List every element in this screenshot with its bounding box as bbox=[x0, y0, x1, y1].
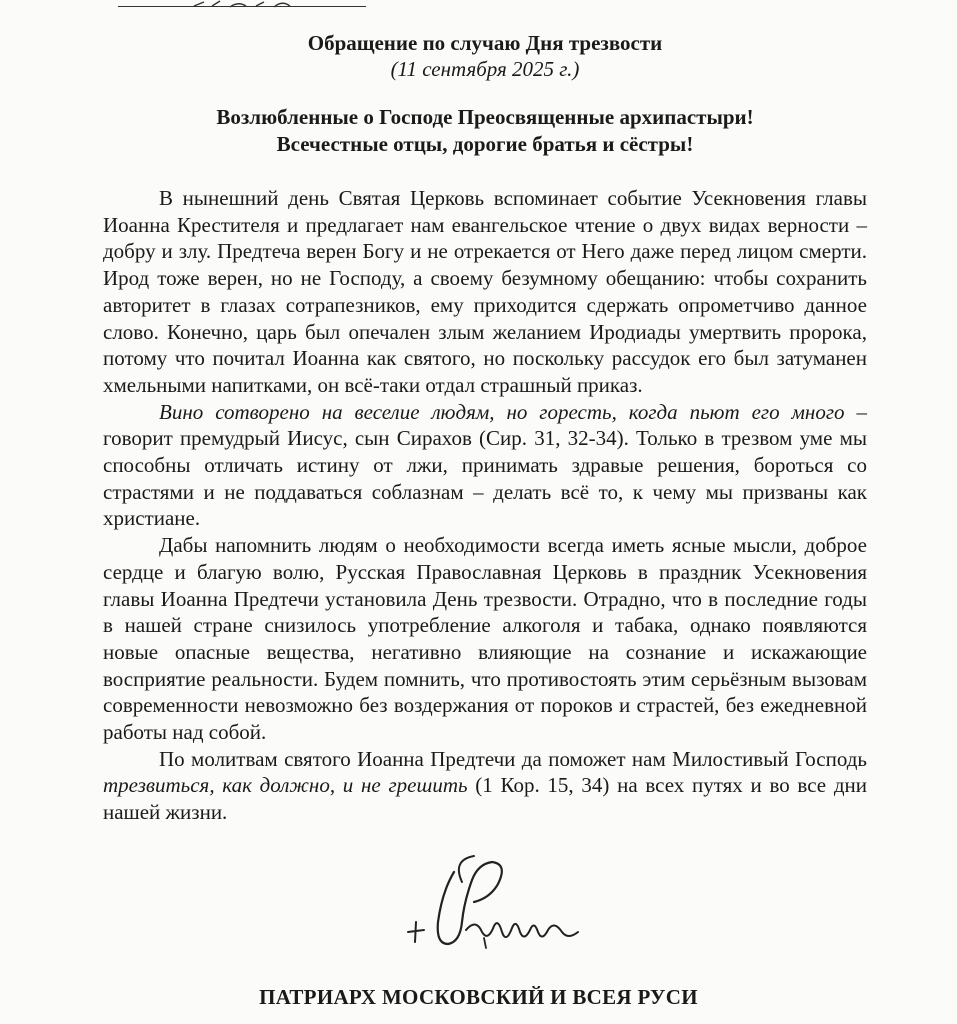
paragraph-4-end: (1 Кор. 15, 34) на всех путях и во все дни нашей жизни. bbox=[103, 773, 867, 825]
greeting-line-2: Всечестные отцы, дорогие братья и сёстры! bbox=[276, 132, 694, 156]
greeting bbox=[103, 104, 867, 158]
registration-number-scribble bbox=[190, 0, 310, 8]
paragraph-2 bbox=[103, 399, 867, 533]
letter-document bbox=[103, 22, 867, 826]
letter-body bbox=[103, 185, 867, 826]
paragraph-4-start: По молитвам святого Иоанна Предтечи да поможет нам Милостивый Господь bbox=[159, 746, 867, 771]
paragraph-3: Дабы напомнить людям о необходимости всегда иметь ясные мысли, доброе сердце и благую волю, Русская Православная Церковь в праздник Усекновения главы Иоанна Предтечи установила День трезвости. Отрадно, что в последние годы в нашей стране снизилось употребление алкоголя и табака, однако появляются новые опасные вещества, негативно влияющие на сознание и искажающие восприятие реальности. Будем помнить, что противостоять этим серьёзным вызовам современности невозможно без воздержания от пороков и страстей, без ежедневной работы над собой. bbox=[103, 533, 867, 745]
signatory-title: ПАТРИАРХ МОСКОВСКИЙ И ВСЕЯ РУСИ bbox=[259, 985, 698, 1009]
document-date: (11 сентября 2025 г.) bbox=[390, 57, 580, 81]
sirach-quote: Вино сотворено на веселие людям, но горесть, когда пьют его много bbox=[159, 399, 845, 424]
greeting-line-1: Возлюбленные о Господе Преосвященные архипастыри! bbox=[216, 105, 754, 129]
paragraph-4 bbox=[103, 746, 867, 826]
corinthians-quote: трезвиться, как должно, и не грешить bbox=[103, 773, 468, 798]
paragraph-1: В нынешний день Святая Церковь вспоминает событие Усекновения главы Иоанна Крестителя и предлагает нам евангельское чтение о двух видах верности – добру и злу. Предтеча верен Богу и не отрекается от Него даже перед лицом смерти. Ирод тоже верен, но не Господу, а своему безумному обещанию: чтобы сохранить авторитет в глазах сотрапезников, ему приходится сдержать опрометчиво данное слово. Конечно, царь был опечален злым желанием Иродиады умертвить пророка, потому что почитал Иоанна как святого, но поскольку рассудок его был затуманен хмельными напитками, он всё-таки отдал страшный приказ. bbox=[103, 186, 867, 397]
handwritten-signature bbox=[402, 852, 582, 952]
document-title: Обращение по случаю Дня трезвости bbox=[307, 31, 663, 55]
paragraph-2-text: – говорит премудрый Иисус, сын Сирахов (Сир. 31, 32-34). Только в трезвом уме мы способны отличать истину от лжи, принимать здравые решения, бороться со страстями и не поддаваться соблазнам – делать всё то, к чему мы призваны как христиане. bbox=[103, 399, 867, 531]
